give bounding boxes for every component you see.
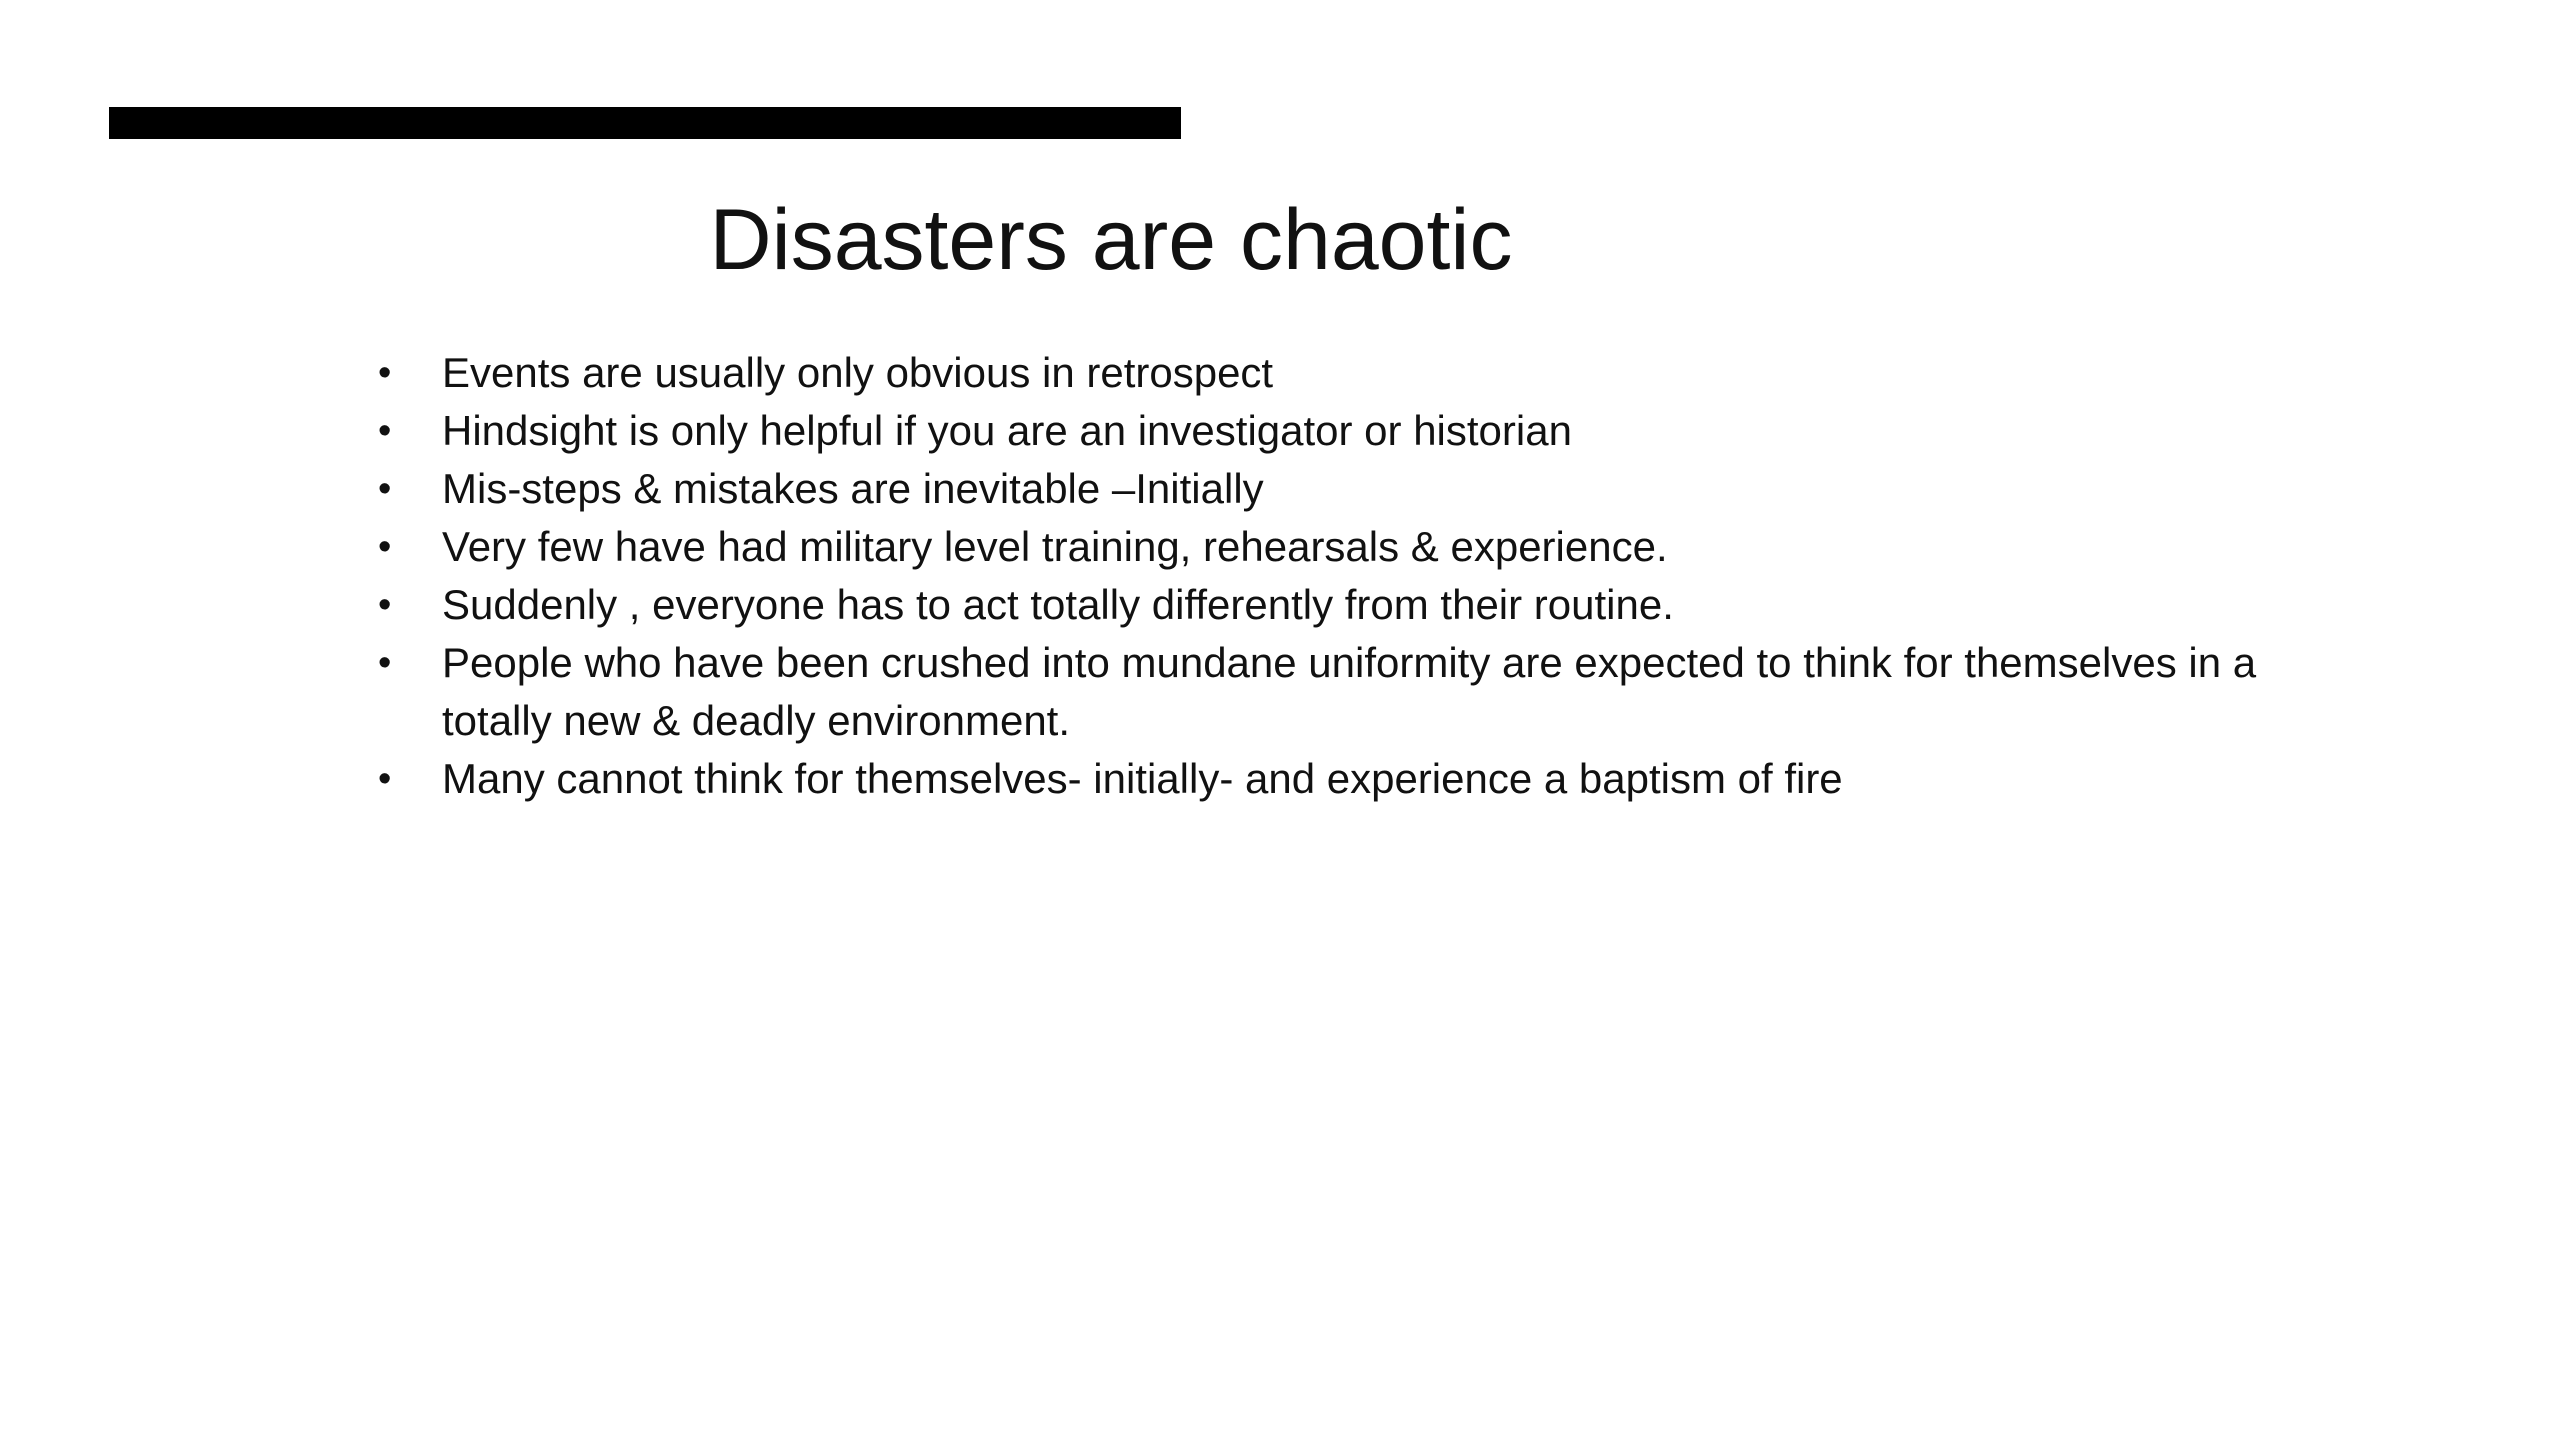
bullet-icon: •	[378, 526, 392, 568]
bullet-text: Suddenly , everyone has to act totally differently from their routine.	[442, 581, 1674, 628]
bullet-icon: •	[378, 468, 392, 510]
bullet-icon: •	[378, 758, 392, 800]
bullet-text: Hindsight is only helpful if you are an investigator or historian	[442, 407, 1572, 454]
bullet-icon: •	[378, 584, 392, 626]
list-item	[378, 518, 2278, 576]
bullet-text: Mis-steps & mistakes are inevitable –Initially	[442, 465, 1264, 512]
list-item	[378, 402, 2278, 460]
list-item	[378, 576, 2278, 634]
bullet-list	[378, 344, 2278, 808]
list-item	[378, 460, 2278, 518]
bullet-icon: •	[378, 642, 392, 684]
list-item	[378, 344, 2278, 402]
bullet-text: Events are usually only obvious in retrospect	[442, 349, 1274, 396]
bullet-text: Very few have had military level training, rehearsals & experience.	[442, 523, 1668, 570]
list-item	[378, 634, 2278, 750]
bullet-icon: •	[378, 352, 392, 394]
list-item	[378, 750, 2278, 808]
slide-title: Disasters are chaotic	[709, 192, 1513, 288]
accent-bar	[109, 107, 1181, 139]
bullet-icon: •	[378, 410, 392, 452]
bullet-text: People who have been crushed into mundane uniformity are expected to think for themselves in a totally new & deadly environment.	[442, 639, 2257, 744]
bullet-text: Many cannot think for themselves- initially- and experience a baptism of fire	[442, 755, 1843, 802]
